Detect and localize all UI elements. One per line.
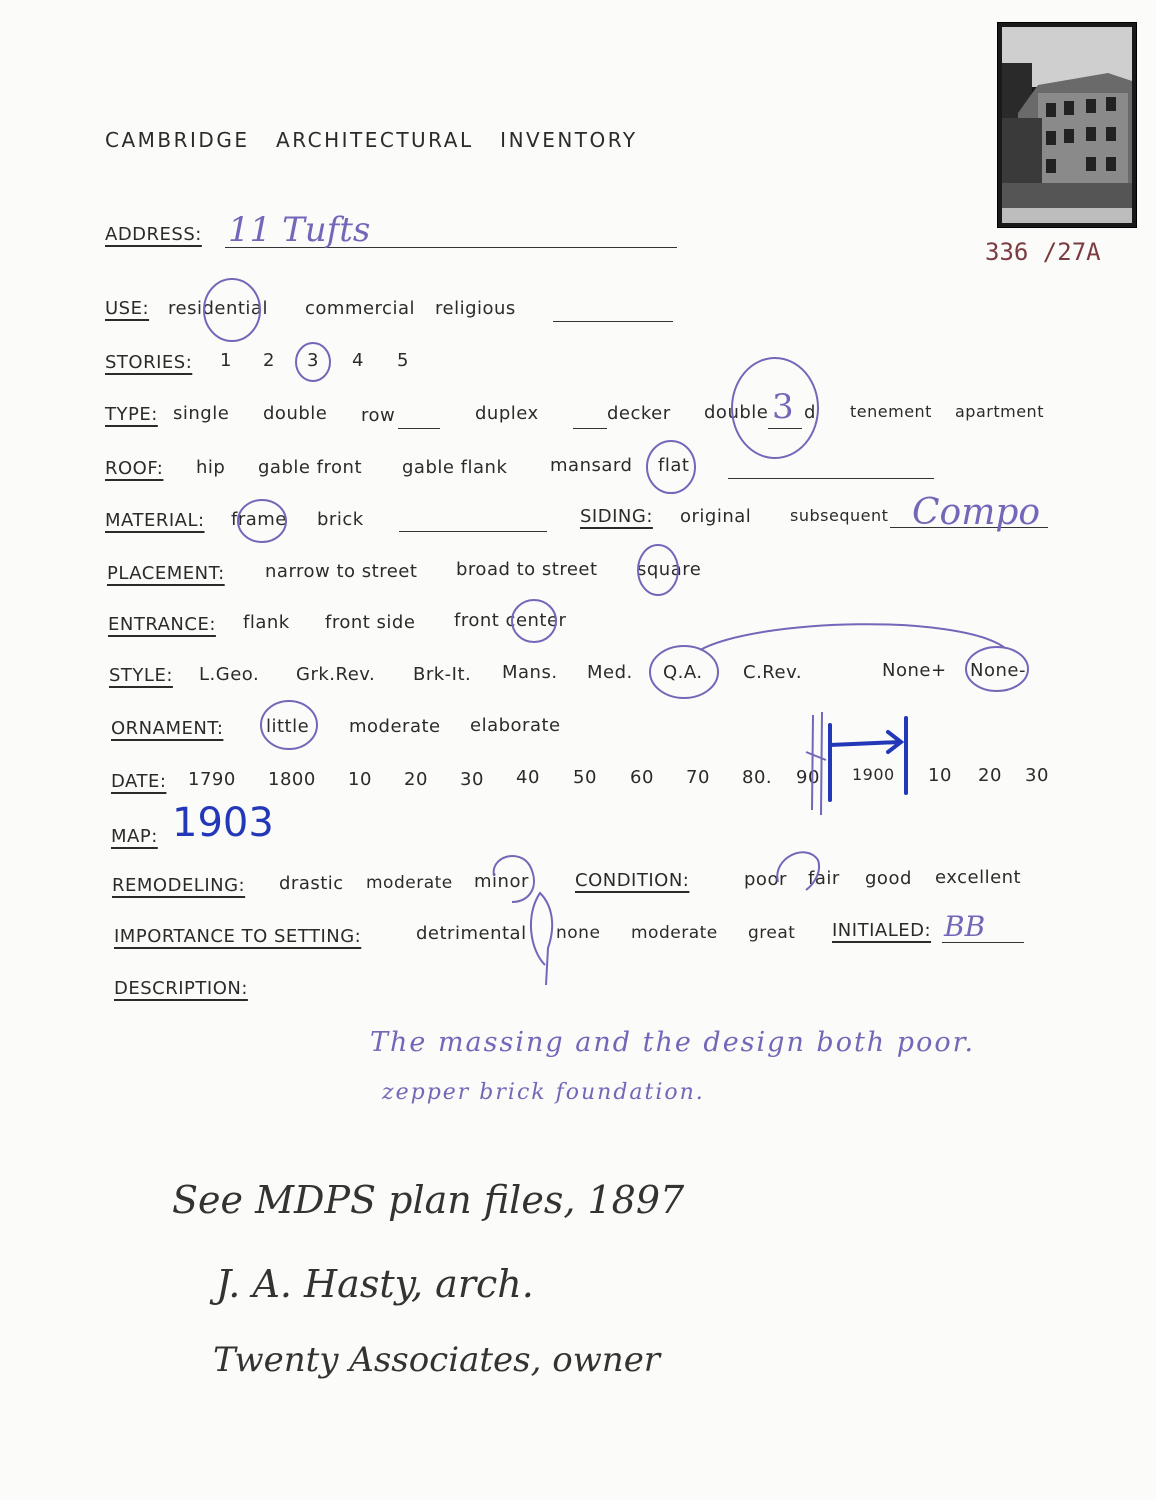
- style-option-none-plus: None+: [882, 660, 947, 681]
- siding-value: Compo: [912, 492, 1041, 533]
- roof-option-flat: flat: [658, 455, 690, 476]
- date-20: 20: [404, 769, 428, 790]
- type-option-d: d: [804, 402, 816, 423]
- stories-option-4: 4: [352, 350, 364, 371]
- condition-option-excellent: excellent: [935, 867, 1022, 888]
- date-10: 10: [348, 769, 372, 790]
- placement-option-square: square: [637, 559, 702, 580]
- style-option-lgeo: L.Geo.: [199, 664, 260, 685]
- material-option-frame: frame: [231, 509, 287, 530]
- type-option-single: single: [173, 403, 230, 424]
- purple-date-marks: [806, 712, 826, 815]
- siding-option-subsequent: subsequent: [790, 506, 889, 525]
- notes-line-1: See MDPS plan files, 1897: [172, 1178, 685, 1222]
- stories-option-2: 2: [263, 350, 275, 371]
- description-line-2: zepper brick foundation.: [382, 1080, 705, 1105]
- importance-label: IMPORTANCE TO SETTING:: [114, 926, 362, 947]
- material-label: MATERIAL:: [105, 510, 205, 531]
- date-90: 90: [796, 767, 820, 788]
- description-label: DESCRIPTION:: [114, 978, 248, 999]
- description-line-1: The massing and the design both poor.: [370, 1027, 976, 1058]
- importance-option-moderate: moderate: [631, 923, 718, 943]
- date-80: 80.: [742, 767, 773, 788]
- stories-option-5: 5: [397, 350, 409, 371]
- circle-little: [261, 701, 317, 749]
- circle-qa: [650, 646, 718, 698]
- use-label: USE:: [105, 298, 150, 319]
- siding-label: SIDING:: [580, 506, 653, 527]
- address-value: 11 Tufts: [228, 210, 371, 250]
- circle-stories-3: [296, 343, 330, 381]
- type-label: TYPE:: [105, 404, 158, 425]
- ornament-option-elaborate: elaborate: [470, 715, 561, 736]
- roof-label: ROOF:: [105, 458, 164, 479]
- type-decker-value: 3: [772, 387, 794, 427]
- type-option-double-decker: double: [704, 402, 769, 423]
- material-option-brick: brick: [317, 509, 364, 530]
- style-option-none-minus: None-: [970, 660, 1026, 681]
- entrance-option-flank: flank: [243, 612, 290, 633]
- roof-option-gable-front: gable front: [258, 457, 362, 478]
- condition-label: CONDITION:: [575, 870, 690, 891]
- date-1790: 1790: [188, 769, 236, 790]
- remodeling-option-drastic: drastic: [279, 873, 344, 894]
- date-arrow: [830, 732, 901, 752]
- importance-option-great: great: [748, 923, 796, 943]
- placement-label: PLACEMENT:: [107, 563, 225, 584]
- circle-square: [638, 545, 678, 595]
- stories-option-1: 1: [220, 350, 232, 371]
- map-label: MAP:: [111, 826, 158, 847]
- circle-double-3-decker: [732, 358, 818, 458]
- style-label: STYLE:: [109, 665, 173, 686]
- roof-option-gable-flank: gable flank: [402, 457, 508, 478]
- placement-option-narrow: narrow to street: [265, 561, 418, 582]
- circle-flat: [647, 441, 695, 493]
- ornament-option-moderate: moderate: [349, 716, 441, 737]
- date-50: 50: [573, 767, 597, 788]
- type-option-decker: decker: [607, 403, 671, 424]
- type-option-duplex: duplex: [475, 403, 539, 424]
- ornament-option-little: little: [266, 716, 310, 737]
- notes-line-3: Twenty Associates, owner: [213, 1340, 661, 1380]
- importance-option-detrimental: detrimental: [416, 923, 527, 944]
- circle-center: [512, 600, 556, 642]
- siding-option-original: original: [680, 506, 752, 527]
- notes-line-2: J. A. Hasty, arch.: [216, 1262, 534, 1306]
- date-label: DATE:: [111, 771, 167, 792]
- date-1800: 1800: [268, 769, 316, 790]
- style-option-mans: Mans.: [502, 662, 558, 683]
- circle-frame: [238, 500, 286, 542]
- importance-option-none: none: [556, 923, 601, 943]
- ornament-label: ORNAMENT:: [111, 718, 224, 739]
- stories-label: STORIES:: [105, 352, 193, 373]
- style-option-med: Med.: [587, 662, 633, 683]
- condition-option-poor: poor: [744, 869, 787, 890]
- remodeling-option-moderate: moderate: [366, 873, 453, 893]
- form-title: CAMBRIDGE ARCHITECTURAL INVENTORY: [105, 128, 638, 152]
- initialed-value: BB: [944, 910, 986, 943]
- style-option-brkit: Brk-It.: [413, 664, 472, 685]
- initialed-label: INITIALED:: [832, 920, 932, 941]
- date-1920: 20: [978, 765, 1002, 786]
- stories-option-3: 3: [307, 350, 319, 371]
- condition-option-fair: fair: [808, 868, 840, 889]
- style-option-crev: C.Rev.: [743, 662, 803, 683]
- roof-option-hip: hip: [196, 457, 226, 478]
- condition-option-good: good: [865, 868, 912, 889]
- roof-option-mansard: mansard: [550, 455, 633, 476]
- use-option-residential: residential: [168, 298, 268, 319]
- entrance-option-front-center: front center: [454, 610, 567, 631]
- style-option-grkrev: Grk.Rev.: [296, 664, 376, 685]
- date-1910: 10: [928, 765, 952, 786]
- date-30: 30: [460, 769, 484, 790]
- placement-option-broad: broad to street: [456, 559, 598, 580]
- circle-residential: [204, 279, 260, 341]
- circle-none: [531, 893, 552, 985]
- use-option-religious: religious: [435, 298, 516, 319]
- entrance-label: ENTRANCE:: [108, 614, 216, 635]
- photo-reference: 336 /27A: [985, 238, 1101, 266]
- circle-minor: [494, 856, 534, 902]
- map-value: 1903: [172, 800, 274, 846]
- address-label: ADDRESS:: [105, 224, 202, 245]
- circle-fair: [777, 852, 819, 890]
- type-option-double: double: [263, 403, 328, 424]
- remodeling-label: REMODELING:: [112, 875, 246, 896]
- entrance-option-front-side: front side: [325, 612, 416, 633]
- date-1900: 1900: [852, 765, 895, 784]
- style-option-qa: Q.A.: [663, 662, 703, 683]
- remodeling-option-minor: minor: [474, 871, 529, 892]
- date-60: 60: [630, 767, 654, 788]
- date-40: 40: [516, 767, 540, 788]
- use-option-commercial: commercial: [305, 298, 415, 319]
- type-option-row: row: [361, 405, 396, 426]
- date-70: 70: [686, 767, 710, 788]
- date-1930: 30: [1025, 765, 1049, 786]
- type-option-tenement: tenement: [850, 402, 932, 421]
- type-option-apartment: apartment: [955, 402, 1044, 421]
- style-connector-arc: [700, 624, 1005, 650]
- circle-none-minus: [966, 647, 1028, 691]
